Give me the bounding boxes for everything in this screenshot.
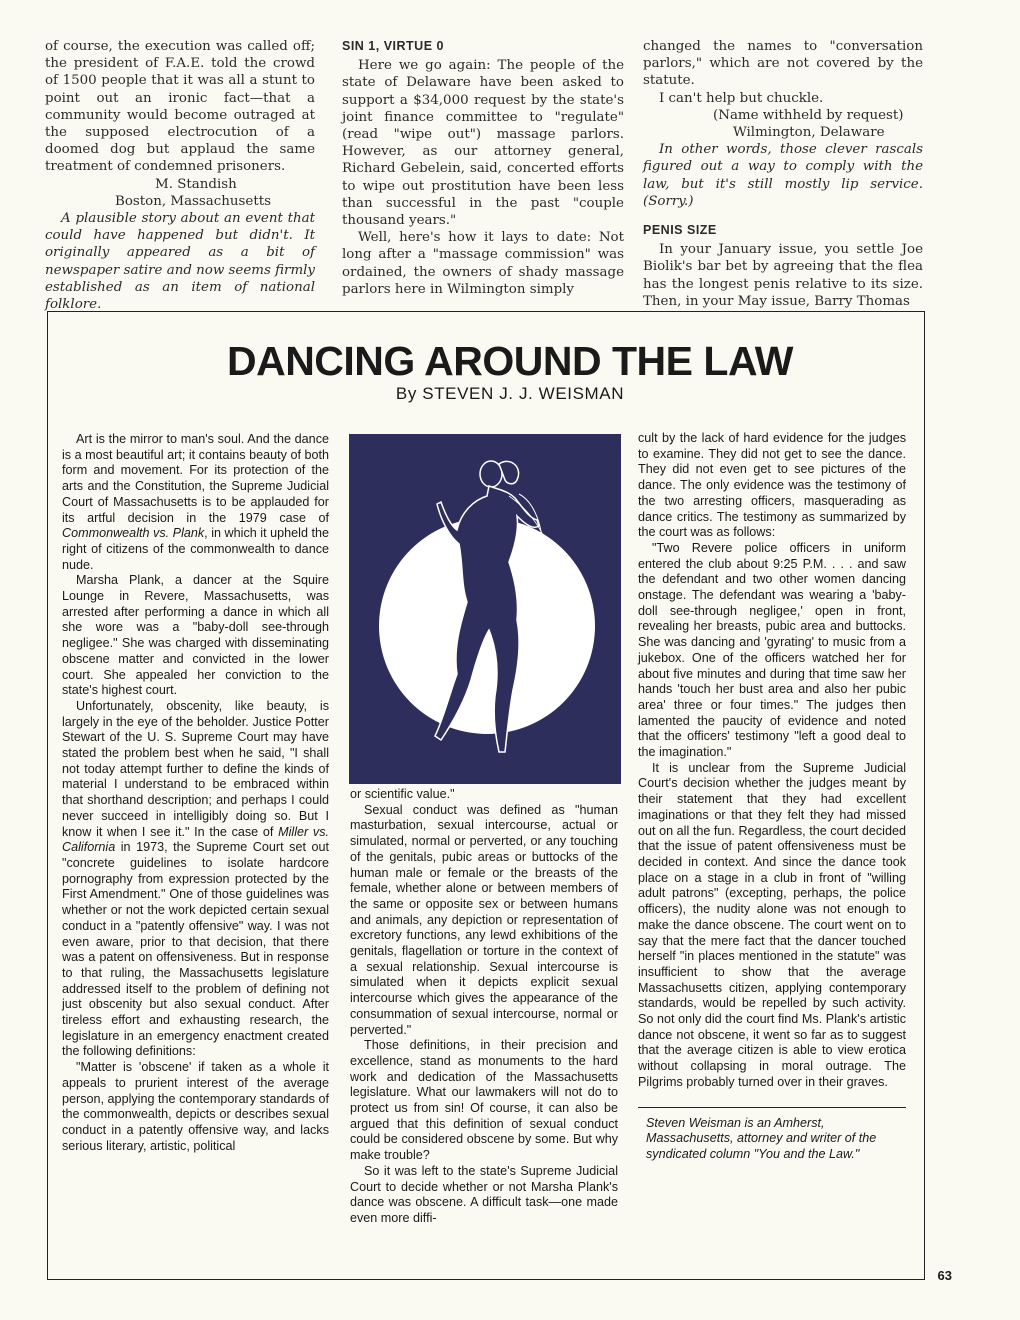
article-title: DANCING AROUND THE LAW <box>226 338 793 384</box>
letter-paragraph: I can't help but chuckle. <box>659 90 824 106</box>
article-paragraph: Sexual conduct was defined as "human masturbation, sexual intercourse, actual or simulated, normal or perverted, or any touching of the genitals, pubic areas or buttocks of the human male or female or the breasts of the female, whether alone or between members of the same or opposite sex or between humans and animals, any depiction or representation of excretory functions, any lewd exhibitions of the genitals, flagellation or torture in the context of a sexual relationship. Sexual intercourse is simulated when it depicts explicit sexual intercourse which gives the appearance of the consummation of sexual intercourse, normal or perverted." <box>350 802 618 1037</box>
editor-reply: A plausible story about an event that could have happened but didn't. It originally appeared as a bit of newspaper satire and now seems firmly established as an item of national folklore. <box>45 211 315 313</box>
letter-signature-name: (Name withheld by request) <box>713 107 904 123</box>
author-credit: Steven Weisman is an Amherst, Massachusetts, attorney and writer of the syndicated column "You and the Law." <box>638 1107 906 1163</box>
article-column-3 <box>638 431 906 1163</box>
article-column-1 <box>62 432 329 1154</box>
letter-heading: SIN 1, VIRTUE 0 <box>342 39 444 53</box>
case-name: Miller vs. California <box>62 824 329 855</box>
letter-heading: PENIS SIZE <box>643 223 717 238</box>
article-paragraph: or scientific value." <box>350 787 455 801</box>
article-paragraph: cult by the lack of hard evidence for the judges to examine. They did not get to see the dance. They did not even get to see pictures of the dance. The only evidence was the testimony of the two arresting officers, masquerading as dance critics. The testimony as summarized by the court was as follows: <box>638 431 906 540</box>
dancer-illustration <box>349 434 621 784</box>
editor-reply: In other words, those clever rascals figured out a way to comply with the law, but it's still mostly lip service. (Sorry.) <box>643 142 923 209</box>
letters-column-3 <box>643 38 923 310</box>
article-column-2 <box>350 787 618 1227</box>
letter-paragraph: of course, the execution was called off; the president of F.A.E. told the crowd of 1500 people that it was all a stunt to point out an ironic fact—that a community would become outraged at the supposed electrocution of a doomed dog but applaud the same treatment of condemned prisoners. <box>45 39 315 175</box>
article-paragraph: So it was left to the state's Supreme Judicial Court to decide whether or not Marsha Plank's dance was obscene. A difficult task—one made even more diffi- <box>350 1163 618 1225</box>
letter-paragraph: Here we go again: The people of the state of Delaware have been asked to support a $34,000 request by the state's joint finance committee to "regulate" (read "wipe out") massage parlors. However, as our attorney general, Richard Gebelein, said, concerted efforts to wipe out prostitution have been less than successful in the past "couple thousand years." <box>342 58 624 229</box>
letter-signature-name: M. Standish <box>155 176 237 192</box>
article-byline: By STEVEN J. J. WEISMAN <box>395 384 625 403</box>
letter-signature-place: Boston, Massachusetts <box>115 193 271 209</box>
article-paragraph: Art is the mirror to man's soul. And the dance is a most beautiful art; it contains beauty of both form and movement. For its protection of the arts and the Constitution, the Supreme Judicial Court of Massachusetts is to be applauded for its artful decision in the 1979 case of Commonwealth vs. Plank, in which it upheld the right of citizens of the commonwealth to dance nude. <box>62 432 329 572</box>
letters-column-2 <box>342 38 624 298</box>
article-paragraph: "Matter is 'obscene' if taken as a whole it appeals to prurient interest of the average person, applying the contemporary standards of the commonwealth, depicts or describes sexual conduct in a patently offensive way, and lacks serious literary, artistic, political <box>62 1060 329 1153</box>
article-paragraph: Those definitions, in their precision and excellence, stand as monuments to the hard work and dedication of the Massachusetts legislature. What our lawmakers will not do to protect us from sin! Of course, it can also be argued that this definition of sexual conduct could be considered obscene by some. But why make trouble? <box>350 1038 618 1163</box>
letter-paragraph: In your January issue, you settle Joe Biolik's bar bet by agreeing that the flea has the longest penis relative to its size. Then, in your May issue, Barry Thomas <box>643 242 923 309</box>
page-number: 63 <box>937 1268 952 1283</box>
article-paragraph: "Two Revere police officers in uniform entered the club about 9:25 P.M. . . . and saw the defendant and two other women dancing onstage. The defendant was wearing a 'baby-doll see-through negligee,' open in front, revealing her breasts, pubic area and buttocks. She was dancing and 'gyrating' to music from a jukebox. One of the officers watched her for about five minutes and during that time saw her hands 'touch her bust area and also her pubic area' three or four times." The judges then lamented the paucity of evidence and noted that the officers' testimony "left a good deal to the imagination." <box>638 540 906 760</box>
letter-signature-place: Wilmington, Delaware <box>733 125 885 141</box>
letter-paragraph: Well, here's how it lays to date: Not long after a "massage commission" was ordained, the owners of shady massage parlors here in Wilmington simply <box>342 230 624 297</box>
letters-column-1 <box>45 38 315 313</box>
case-name: Commonwealth vs. Plank <box>62 526 205 541</box>
letter-paragraph: changed the names to "conversation parlors," which are not covered by the statute. <box>643 39 923 89</box>
article-paragraph: Marsha Plank, a dancer at the Squire Lounge in Revere, Massachusetts, was arrested after performing a dance in which all she wore was a "baby-doll see-through negligee." She was charged with disseminating obscene matter and convicted in the lower court. She appealed her conviction to the state's highest court. <box>62 573 329 698</box>
article-paragraph: It is unclear from the Supreme Judicial Court's decision whether the judges meant by their statement that they had excellent imaginations or that they felt they had missed out on all the fun. Regardless, the court decided that the issue of patent offensiveness must be decided in context. And since the dance took place on a stage in a club in front of "willing adult patrons" (excepting, perhaps, the police officers), the nudity alone was not enough to make the dance obscene. The court went on to say that the mere fact that the dancer touched herself "in places mentioned in the statute" was insufficient to show that the average Massachusetts citizen, applying contemporary standards, would be repelled by such activity. So not only did the court find Ms. Plank's artistic dance not obscene, it went so far as to suggest that the average citizen is able to view erotica without collapsing in moral outrage. The Pilgrims probably turned over in their graves. <box>638 760 906 1089</box>
article-paragraph: Unfortunately, obscenity, like beauty, is largely in the eye of the beholder. Justice Potter Stewart of the U. S. Supreme Court may have stated the problem best when he said, "I shall not today attempt further to define the kinds of material I understand to be embraced within that shorthand description; and perhaps I could never succeed in intelligibly doing so. But I know it when I see it." In the case of Miller vs. California in 1973, the Supreme Court set out "concrete guidelines to isolate hardcore pornography from expression protected by the First Amendment." One of those guidelines was whether or not the work depicted certain sexual conduct in a "patently offensive" way. I was not even aware, prior to that decision, that there was a patent on offensiveness. But in response to that ruling, the Massachusetts legislature addressed itself to the problem of defining not just obscenity but also sexual conduct. After tireless effort and exhausting research, the legislature in an emergency enactment created the following definitions: <box>62 698 329 1059</box>
